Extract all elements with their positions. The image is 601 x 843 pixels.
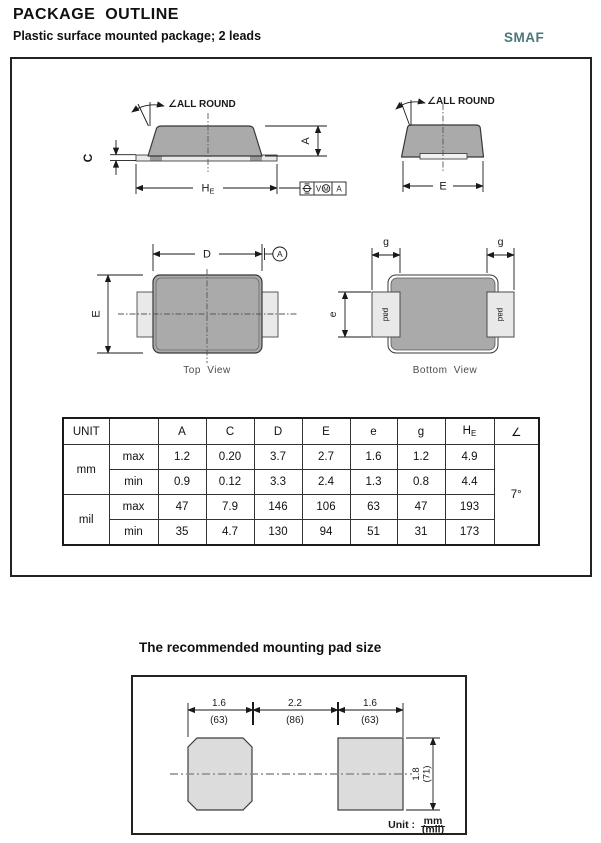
view-label: Bottom View bbox=[412, 365, 478, 376]
mounting-pad-drawing bbox=[133, 677, 465, 836]
table-cell: 47 bbox=[397, 495, 445, 520]
table-cell: 130 bbox=[254, 520, 302, 546]
lead-right bbox=[262, 292, 278, 337]
dim-label-g: g bbox=[497, 236, 504, 248]
col-header-a: A bbox=[158, 418, 206, 445]
bound-cell: min bbox=[109, 520, 158, 546]
dimension-table bbox=[62, 417, 540, 546]
lead-left bbox=[137, 292, 153, 337]
table-cell: 94 bbox=[302, 520, 350, 546]
col-header-e-lower: e bbox=[350, 418, 397, 445]
feature-control-frame bbox=[300, 182, 346, 195]
table-cell: 0.20 bbox=[206, 445, 254, 470]
table-row bbox=[63, 470, 539, 495]
table-cell: 31 bbox=[397, 520, 445, 546]
table-cell: 7.9 bbox=[206, 495, 254, 520]
bound-cell: max bbox=[109, 495, 158, 520]
unit-cell-mm: mm bbox=[63, 445, 109, 495]
fcf-modifier: M bbox=[323, 186, 329, 193]
col-header-angle: ∠ bbox=[494, 418, 539, 445]
unit-cell-mil: mil bbox=[63, 495, 109, 546]
angle-arc bbox=[132, 105, 164, 112]
col-header-unit: UNIT bbox=[63, 418, 109, 445]
table-cell: 63 bbox=[350, 495, 397, 520]
table-cell: 173 bbox=[445, 520, 494, 546]
lead-face bbox=[420, 154, 467, 160]
table-cell: 1.6 bbox=[350, 445, 397, 470]
side-view-drawing bbox=[80, 80, 350, 210]
dim-label-e: E bbox=[90, 310, 103, 318]
unit-numerator: mm bbox=[423, 815, 443, 827]
unit-label: Unit : bbox=[388, 819, 415, 831]
draft-angle-line bbox=[401, 102, 410, 125]
all-round-label: ∠ALL ROUND bbox=[427, 96, 495, 107]
table-cell: 0.9 bbox=[158, 470, 206, 495]
dim-label-c: C bbox=[81, 153, 95, 163]
pad-label: pad bbox=[381, 307, 391, 322]
fcf-value: V bbox=[315, 184, 322, 194]
table-cell: 193 bbox=[445, 495, 494, 520]
dim-mm: 1.6 bbox=[212, 698, 226, 709]
table-cell: 51 bbox=[350, 520, 397, 546]
table-cell: 146 bbox=[254, 495, 302, 520]
package-name: SMAF bbox=[504, 30, 545, 45]
col-header-e-upper: E bbox=[302, 418, 350, 445]
table-cell: 2.7 bbox=[302, 445, 350, 470]
table-cell: 4.4 bbox=[445, 470, 494, 495]
col-header-bound bbox=[109, 418, 158, 445]
dim-mm: 1.6 bbox=[363, 698, 377, 709]
table-cell: 47 bbox=[158, 495, 206, 520]
all-round-label: ∠ALL ROUND bbox=[168, 99, 236, 110]
dim-mil: (63) bbox=[210, 715, 228, 726]
mounting-pad-heading: The recommended mounting pad size bbox=[139, 640, 382, 655]
table-cell: 1.2 bbox=[397, 445, 445, 470]
dim-mm: 1.8 bbox=[411, 767, 422, 781]
dim-mil: (71) bbox=[421, 765, 433, 783]
end-view-drawing bbox=[370, 80, 500, 210]
page-subtitle: Plastic surface mounted package; 2 leads bbox=[13, 29, 262, 43]
bound-cell: max bbox=[109, 445, 158, 470]
package-body bbox=[148, 126, 262, 156]
table-cell: 1.3 bbox=[350, 470, 397, 495]
dim-label-e: e bbox=[327, 311, 339, 318]
dim-label-e: E bbox=[439, 180, 447, 193]
table-cell: 4.9 bbox=[445, 445, 494, 470]
view-label: Top View bbox=[183, 365, 231, 376]
top-view-drawing bbox=[90, 230, 320, 400]
unit-denominator: (mil) bbox=[421, 823, 445, 836]
table-cell: 0.12 bbox=[206, 470, 254, 495]
col-header-g: g bbox=[397, 418, 445, 445]
fcf-datum: A bbox=[336, 184, 342, 194]
dim-mil: (63) bbox=[361, 715, 379, 726]
bottom-view-drawing bbox=[327, 230, 560, 400]
table-cell: 3.7 bbox=[254, 445, 302, 470]
table-cell: 106 bbox=[302, 495, 350, 520]
dim-label-d: D bbox=[203, 248, 211, 261]
table-row bbox=[63, 495, 539, 520]
dim-label-he: HE bbox=[201, 182, 215, 196]
package-body bbox=[402, 125, 484, 157]
dim-mil: (86) bbox=[286, 715, 304, 726]
table-cell: 3.3 bbox=[254, 470, 302, 495]
table-cell: 4.7 bbox=[206, 520, 254, 546]
package-body bbox=[391, 278, 495, 350]
dim-label-a: A bbox=[300, 137, 312, 145]
table-row bbox=[63, 520, 539, 546]
angle-value-cell: 7° bbox=[494, 445, 539, 546]
angle-arc bbox=[396, 102, 425, 109]
dim-label-g: g bbox=[383, 236, 389, 248]
dim-mm: 2.2 bbox=[288, 698, 302, 709]
col-header-c: C bbox=[206, 418, 254, 445]
col-header-d: D bbox=[254, 418, 302, 445]
pad-label: pad bbox=[496, 307, 505, 322]
col-header-he: $H_E$ bbox=[445, 418, 494, 445]
table-cell: 0.8 bbox=[397, 470, 445, 495]
table-row bbox=[63, 445, 539, 470]
datum-label: A bbox=[276, 249, 283, 259]
page-title: PACKAGE OUTLINE bbox=[13, 6, 179, 23]
bound-cell: min bbox=[109, 470, 158, 495]
table-cell: 1.2 bbox=[158, 445, 206, 470]
table-cell: 35 bbox=[158, 520, 206, 546]
table-cell: 2.4 bbox=[302, 470, 350, 495]
